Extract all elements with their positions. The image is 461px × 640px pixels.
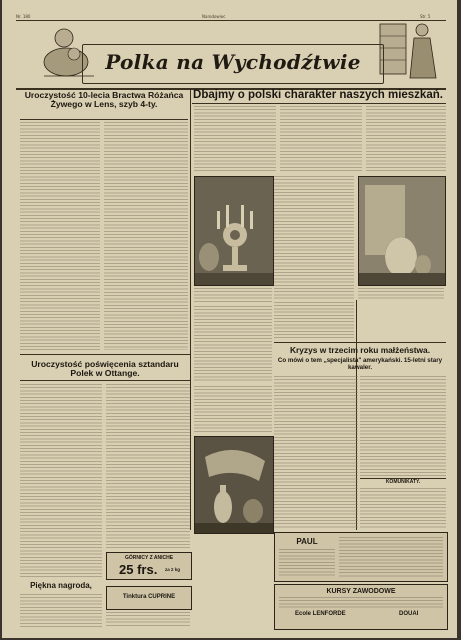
photo-candlestick — [194, 176, 274, 286]
headline-lens: Uroczystość 10-lecia Bractwa Różańca Żywego w Lens, szyb 4-ty. — [24, 90, 184, 110]
ad-paul-text-b — [339, 537, 443, 577]
article-nagroda-text — [20, 594, 102, 628]
komunikaty-text — [360, 488, 446, 528]
masthead-title: Polka na Wychodźtwie — [105, 50, 361, 74]
article-lens-text-col2b — [104, 292, 188, 350]
ad-paul — [274, 532, 448, 582]
headline-kryzys: Kryzys w trzecim roku małżeństwa. — [289, 345, 431, 355]
ad-cuprine-title: Tinktura CUPRINE — [122, 594, 176, 600]
article-ottange-text-b — [106, 384, 190, 548]
headline-mieszkan: Dbajmy o polski charakter naszych mieszkań. — [193, 89, 443, 101]
photo-jug-caption — [358, 288, 444, 300]
article-mieszkan-text-d — [274, 176, 354, 300]
ad-gornicy-price: 25 frs. — [119, 562, 158, 577]
article-mieszkan-text-b — [280, 106, 362, 172]
ad-kursy-school: Ecole LENFORDE — [295, 611, 346, 617]
ad-paul-text-a — [279, 549, 335, 577]
photo-vase — [194, 436, 274, 534]
article-kryzys-text-a — [274, 376, 358, 528]
subheadline-kryzys: Co mówi o tem „specjalista" amerykański. 15-letni stary kawaler. — [277, 357, 443, 371]
article-mieszkan-text-e — [194, 306, 272, 382]
headline-ottange: Uroczystość poświęcenia sztandaru Polek w Ottange. — [31, 359, 179, 379]
ad-gornicy-suffix: za 2 kg — [165, 567, 181, 572]
article-lens-text-col1 — [20, 122, 100, 350]
page-number: Str. 5 — [420, 14, 431, 19]
article-ottange-text-a — [20, 384, 102, 578]
article-lens-text-col2 — [104, 122, 188, 290]
article-mieszkan-text-a — [194, 106, 276, 172]
ad-gornicy — [106, 552, 192, 580]
paper-name: Narodowiec — [202, 14, 226, 19]
ad-gornicy-title: GÓRNICY Z ANICHE — [124, 555, 174, 561]
headline-nagroda: Piękna nagroda, — [30, 581, 92, 590]
komunikaty-title: KOMUNIKATY. — [385, 479, 421, 485]
article-mieszkan-text-g — [194, 386, 272, 434]
ad-kursy-text — [279, 597, 443, 609]
article-ottange-text-c — [106, 612, 190, 628]
photo-candlestick-caption — [194, 288, 272, 302]
photo-jug — [358, 176, 446, 286]
ad-kursy-city: DOUAI — [399, 611, 419, 617]
article-mieszkan-text-c — [366, 106, 446, 172]
article-kryzys-text-b — [360, 376, 446, 476]
ad-kursy-title: KURSY ZAWODOWE — [326, 588, 396, 595]
ad-paul-title: PAUL — [296, 537, 318, 546]
issue-number: Nr. 180 — [16, 14, 31, 19]
ad-kursy — [274, 584, 448, 630]
newspaper-page — [2, 0, 457, 638]
ad-cuprine — [106, 586, 192, 610]
article-mieszkan-text-f — [274, 302, 354, 340]
